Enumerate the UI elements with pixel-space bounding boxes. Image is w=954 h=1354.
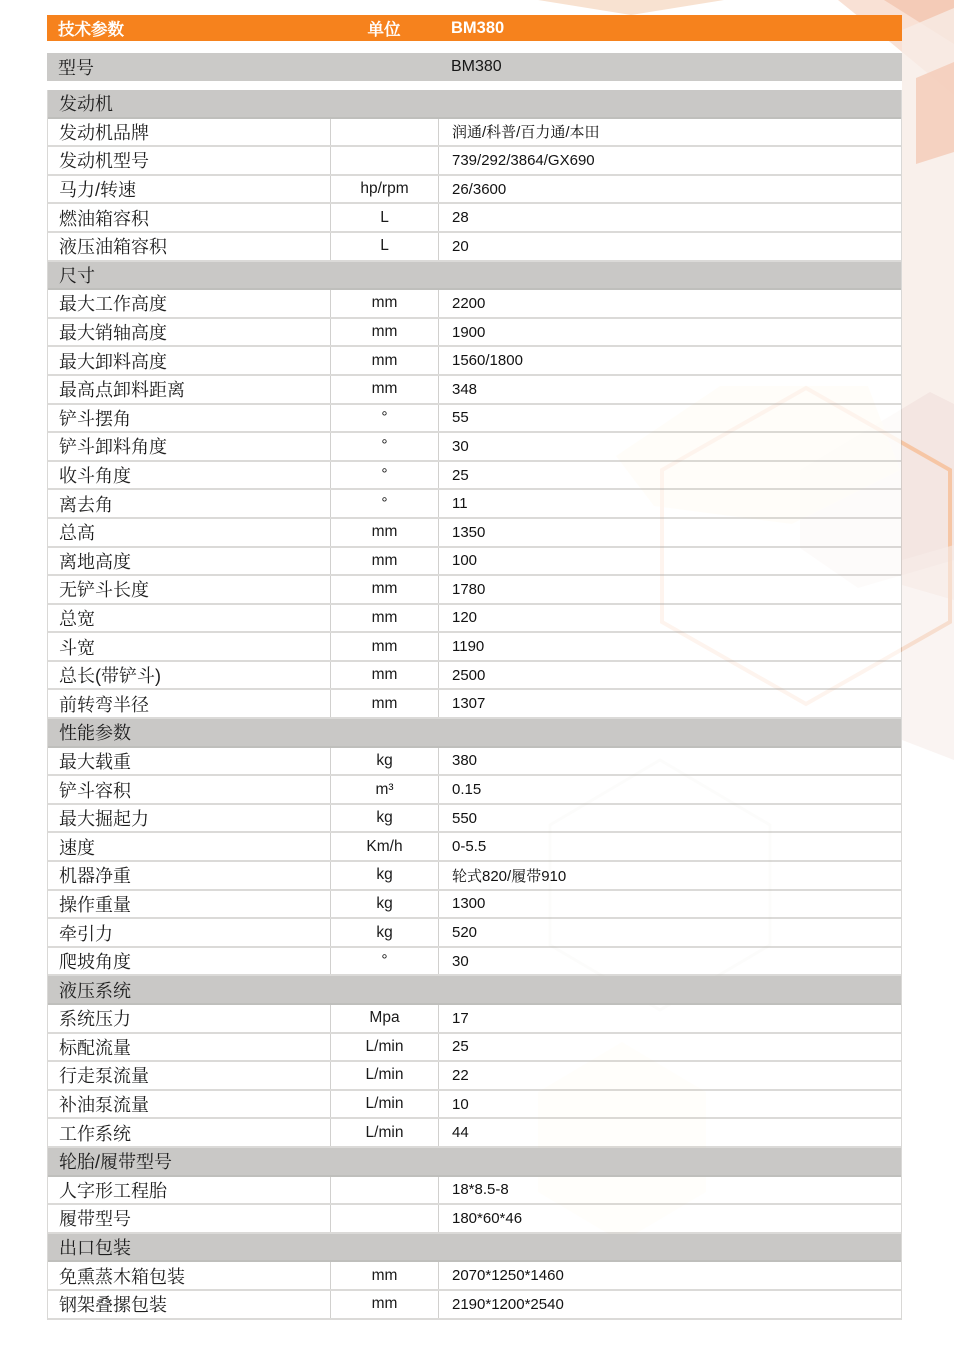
- spec-unit: mm: [331, 662, 439, 689]
- spec-label: 标配流量: [48, 1034, 331, 1061]
- table-header: [47, 15, 902, 41]
- spec-unit: mm: [331, 548, 439, 575]
- spec-row: [48, 290, 901, 319]
- spec-label: 最大工作高度: [48, 290, 331, 317]
- spec-unit: mm: [331, 319, 439, 346]
- section-row: [48, 90, 901, 119]
- section-label: 性能参数: [59, 723, 131, 744]
- section-label: 液压系统: [59, 980, 131, 1001]
- spec-unit: kg: [331, 919, 439, 946]
- spec-row: [48, 233, 901, 262]
- spec-value: 120: [452, 609, 478, 627]
- spec-unit: mm: [331, 576, 439, 603]
- spec-unit: °: [331, 433, 439, 460]
- spec-unit: kg: [331, 891, 439, 918]
- spec-label: 离去角: [48, 490, 331, 517]
- spec-label: 工作系统: [48, 1119, 331, 1146]
- spec-label: 机器净重: [48, 862, 331, 889]
- spec-value: 2500: [452, 666, 486, 684]
- spec-label: 免熏蒸木箱包装: [48, 1262, 331, 1289]
- spec-row: [48, 376, 901, 405]
- spec-unit: Mpa: [331, 1005, 439, 1032]
- spec-unit: L/min: [331, 1034, 439, 1061]
- spec-unit: °: [331, 462, 439, 489]
- header-model-label: BM380: [451, 18, 505, 37]
- spec-row: [48, 1119, 901, 1148]
- spec-row: [48, 176, 901, 205]
- spec-unit: mm: [331, 690, 439, 717]
- spec-label: 速度: [48, 833, 331, 860]
- spec-value: 25: [452, 466, 469, 484]
- spec-unit: mm: [331, 519, 439, 546]
- spec-value: 380: [452, 752, 478, 770]
- spec-label: 马力/转速: [48, 176, 331, 203]
- spec-unit: [331, 1205, 439, 1232]
- spec-label: 系统压力: [48, 1005, 331, 1032]
- spec-label: 人字形工程胎: [48, 1177, 331, 1204]
- spec-label: 总宽: [48, 605, 331, 632]
- spec-row: [48, 462, 901, 491]
- spec-value: 1307: [452, 695, 486, 713]
- section-label: 发动机: [59, 94, 113, 115]
- spec-unit: mm: [331, 347, 439, 374]
- spec-value: 1300: [452, 895, 486, 913]
- spec-row: [48, 433, 901, 462]
- spec-row: [48, 119, 901, 148]
- spec-unit: kg: [331, 748, 439, 775]
- model-row-label: 型号: [58, 58, 94, 78]
- spec-label: 铲斗摆角: [48, 405, 331, 432]
- spec-row: [48, 519, 901, 548]
- spec-unit: kg: [331, 805, 439, 832]
- spec-unit: m³: [331, 776, 439, 803]
- spec-row: [48, 347, 901, 376]
- spec-row: [48, 605, 901, 634]
- spec-value: 739/292/3864/GX690: [452, 151, 595, 169]
- spec-value: 0-5.5: [452, 838, 487, 856]
- spec-value: 10: [452, 1095, 469, 1113]
- spec-label: 前转弯半径: [48, 690, 331, 717]
- spec-unit: °: [331, 490, 439, 517]
- spec-row: [48, 204, 901, 233]
- spec-value: 26/3600: [452, 180, 507, 198]
- spec-row: [48, 576, 901, 605]
- spec-label: 牵引力: [48, 919, 331, 946]
- spec-row: [48, 405, 901, 434]
- section-row: [48, 976, 901, 1005]
- section-label: 尺寸: [59, 265, 95, 286]
- spec-value: 30: [452, 952, 469, 970]
- section-row: [48, 1148, 901, 1177]
- spec-row: [48, 1034, 901, 1063]
- spec-label: 爬坡角度: [48, 948, 331, 975]
- spec-unit: mm: [331, 633, 439, 660]
- spec-row: [48, 862, 901, 891]
- spec-unit: mm: [331, 290, 439, 317]
- spec-unit: L: [331, 204, 439, 231]
- spec-label: 无铲斗长度: [48, 576, 331, 603]
- spec-value: 1190: [452, 638, 485, 656]
- model-row: [47, 53, 902, 81]
- spec-value: 2190*1200*2540: [452, 1295, 564, 1313]
- spec-unit: mm: [331, 605, 439, 632]
- spec-value: 55: [452, 409, 469, 427]
- spec-row: [48, 805, 901, 834]
- spec-unit: L/min: [331, 1119, 439, 1146]
- spec-value: 1900: [452, 323, 486, 341]
- spec-label: 发动机型号: [48, 147, 331, 174]
- spec-row: [48, 833, 901, 862]
- spec-unit: [331, 1177, 439, 1204]
- spec-row: [48, 919, 901, 948]
- section-label: 出口包装: [59, 1238, 131, 1259]
- spec-value: 28: [452, 209, 469, 227]
- spec-label: 钢架叠摞包装: [48, 1291, 331, 1318]
- spec-table-body: [47, 90, 902, 1320]
- spec-label: 最高点卸料距离: [48, 376, 331, 403]
- spec-label: 总高: [48, 519, 331, 546]
- spec-value: 25: [452, 1038, 469, 1056]
- spec-label: 履带型号: [48, 1205, 331, 1232]
- spec-value: 2070*1250*1460: [452, 1267, 564, 1285]
- spec-value: 44: [452, 1124, 469, 1142]
- spec-label: 最大掘起力: [48, 805, 331, 832]
- spec-value: 11: [452, 495, 468, 513]
- spec-unit: L/min: [331, 1091, 439, 1118]
- spec-row: [48, 690, 901, 719]
- spec-value: 100: [452, 552, 478, 570]
- spec-row: [48, 948, 901, 977]
- spec-unit: hp/rpm: [331, 176, 439, 203]
- spec-label: 离地高度: [48, 548, 331, 575]
- spec-label: 发动机品牌: [48, 119, 331, 146]
- spec-unit: kg: [331, 862, 439, 889]
- spec-row: [48, 1262, 901, 1291]
- spec-row: [48, 662, 901, 691]
- spec-row: [48, 147, 901, 176]
- spec-row: [48, 633, 901, 662]
- spec-row: [48, 1177, 901, 1206]
- spec-label: 操作重量: [48, 891, 331, 918]
- spec-value: 18*8.5-8: [452, 1181, 509, 1199]
- spec-value: 1350: [452, 523, 486, 541]
- header-param-label: 技术参数: [58, 21, 124, 39]
- spec-value: 180*60*46: [452, 1209, 523, 1227]
- section-row: [48, 719, 901, 748]
- spec-unit: Km/h: [331, 833, 439, 860]
- spec-unit: mm: [331, 1262, 439, 1289]
- spec-row: [48, 319, 901, 348]
- spec-label: 斗宽: [48, 633, 331, 660]
- spec-label: 最大载重: [48, 748, 331, 775]
- spec-unit: L/min: [331, 1062, 439, 1089]
- spec-unit: [331, 147, 439, 174]
- spec-label: 总长(带铲斗): [48, 662, 331, 689]
- spec-row: [48, 490, 901, 519]
- spec-value: 348: [452, 380, 478, 398]
- spec-value: 0.15: [452, 781, 482, 799]
- spec-label: 收斗角度: [48, 462, 331, 489]
- spec-unit: °: [331, 948, 439, 975]
- spec-value: 1780: [452, 580, 486, 598]
- spec-row: [48, 1291, 901, 1320]
- spec-label: 补油泵流量: [48, 1091, 331, 1118]
- spec-row: [48, 891, 901, 920]
- spec-row: [48, 1205, 901, 1234]
- spec-unit: mm: [331, 1291, 439, 1318]
- spec-label: 铲斗卸料角度: [48, 433, 331, 460]
- spec-unit: mm: [331, 376, 439, 403]
- spec-label: 燃油箱容积: [48, 204, 331, 231]
- spec-value: 润通/科普/百力通/本田: [452, 124, 600, 142]
- spec-unit: [331, 119, 439, 146]
- header-unit-label: 单位: [367, 21, 401, 39]
- spec-value: 轮式820/履带910: [452, 867, 567, 885]
- spec-row: [48, 1091, 901, 1120]
- spec-value: 520: [452, 924, 478, 942]
- spec-label: 液压油箱容积: [48, 233, 331, 260]
- spec-unit: °: [331, 405, 439, 432]
- spec-value: 550: [452, 809, 478, 827]
- section-row: [48, 1234, 901, 1263]
- spec-row: [48, 548, 901, 577]
- spec-label: 铲斗容积: [48, 776, 331, 803]
- spec-row: [48, 1062, 901, 1091]
- spec-value: 20: [452, 237, 469, 255]
- spec-unit: L: [331, 233, 439, 260]
- spec-label: 最大卸料高度: [48, 347, 331, 374]
- spec-value: 30: [452, 437, 469, 455]
- spec-label: 最大销轴高度: [48, 319, 331, 346]
- spec-value: 2200: [452, 294, 486, 312]
- spec-label: 行走泵流量: [48, 1062, 331, 1089]
- spec-row: [48, 748, 901, 777]
- spec-row: [48, 1005, 901, 1034]
- model-row-value: BM380: [451, 58, 502, 75]
- spec-value: 22: [452, 1066, 469, 1084]
- section-row: [48, 262, 901, 291]
- spec-row: [48, 776, 901, 805]
- spec-value: 1560/1800: [452, 352, 523, 370]
- section-label: 轮胎/履带型号: [59, 1152, 173, 1173]
- spec-value: 17: [452, 1009, 469, 1027]
